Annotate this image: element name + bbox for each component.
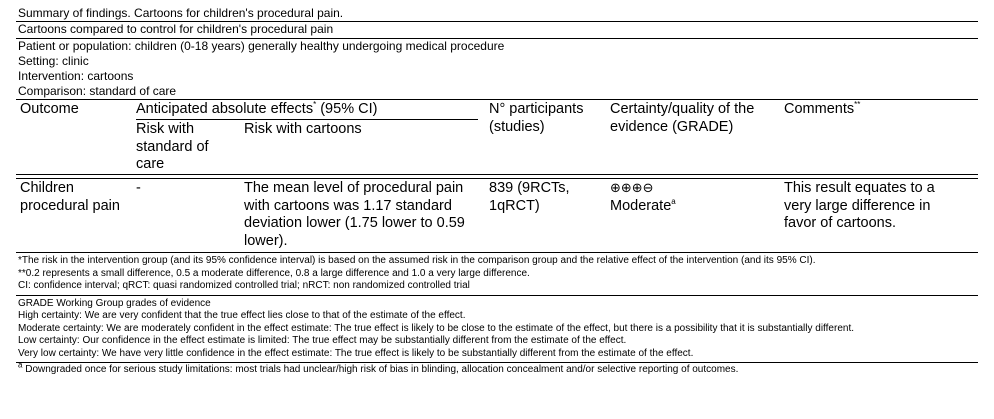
header-anticipated-ci: (95% CI) [316, 101, 378, 117]
header-certainty: Certainty/quality of the evidence (GRADE) [610, 101, 755, 135]
grade-section [16, 296, 978, 364]
comparison-title: Cartoons compared to control for children's procedural pain [16, 22, 978, 39]
row-participants: 839 (9RCTs, 1qRCT) [489, 180, 570, 214]
row-certainty [610, 180, 770, 215]
grade-high: High certainty: We are very confident that the true effect lies close to that of the estimate of the effect. [18, 310, 466, 321]
footnote-abbreviations: CI: confidence interval; qRCT: quasi randomized controlled trial; nRCT: non randomized controlled trial [18, 280, 470, 291]
certainty-symbols: ⊕⊕⊕⊖ [610, 181, 654, 196]
footnote-a-text: Downgraded once for serious study limitations: most trials had unclear/high risk of bias in blinding, allocation concealment and/or selective reporting of outcomes. [22, 364, 739, 375]
table-title: Summary of findings. Cartoons for children's procedural pain. [16, 6, 978, 22]
grade-very-low: Very low certainty: We have very little confidence in the effect estimate: The true effect is likely to be substantially different from the estimate of the effect. [18, 347, 694, 359]
header-comments-label: Comments [784, 101, 855, 117]
header-anticipated [136, 101, 478, 120]
setting: Setting: clinic [18, 54, 89, 68]
row-comments: This result equates to a very large difference in favor of cartoons. [784, 180, 935, 231]
row-risk-cartoons: The mean level of procedural pain with cartoons was 1.17 standard deviation lower (1.75 lower to 0.59 lower). [244, 180, 465, 249]
population: Patient or population: children (0-18 years) generally healthy undergoing medical procedure [18, 39, 505, 53]
grade-low: Low certainty: Our confidence in the effect estimate is limited: The true effect may be substantially different from the estimate of the effect. [18, 335, 627, 346]
grade-title: GRADE Working Group grades of evidence [18, 297, 211, 309]
header-anticipated-mark: * [313, 100, 317, 110]
header-participants: N° participants (studies) [489, 101, 584, 135]
row-risk-standard: - [136, 180, 141, 196]
certainty-mark: a [671, 196, 676, 206]
header-risk-standard: Risk with standard of care [136, 121, 209, 172]
footnote-a [16, 360, 978, 377]
study-info [16, 39, 978, 100]
grade-moderate: Moderate certainty: We are moderately confident in the effect estimate: The true effect is likely to be close to the estimate of the effect, but there is a possibility that it is substantially different. [18, 322, 854, 334]
certainty-text: Moderate [610, 197, 672, 214]
header-outcome: Outcome [20, 101, 79, 117]
footnote-a-mark: a [18, 360, 23, 370]
footnotes [16, 252, 978, 296]
summary-of-findings-table [16, 6, 978, 377]
comparison: Comparison: standard of care [18, 84, 177, 98]
header-comments-mark: ** [854, 100, 861, 110]
footnote-risk: *The risk in the intervention group (and its 95% confidence interval) is based on the assumed risk in the comparison group and the relative effect of the intervention (and its 95% CI). [18, 255, 816, 266]
footnote-effect-size: **0.2 represents a small difference, 0.5 a moderate difference, 0.8 a large difference and 1.0 a very large difference. [18, 267, 530, 279]
header-risk-cartoons: Risk with cartoons [244, 121, 362, 137]
intervention: Intervention: cartoons [18, 69, 134, 83]
row-outcome: Children procedural pain [20, 180, 120, 214]
header-comments [784, 101, 974, 119]
header-anticipated-label: Anticipated absolute effects [136, 101, 314, 117]
table-row [16, 178, 978, 252]
table-header [16, 100, 978, 175]
